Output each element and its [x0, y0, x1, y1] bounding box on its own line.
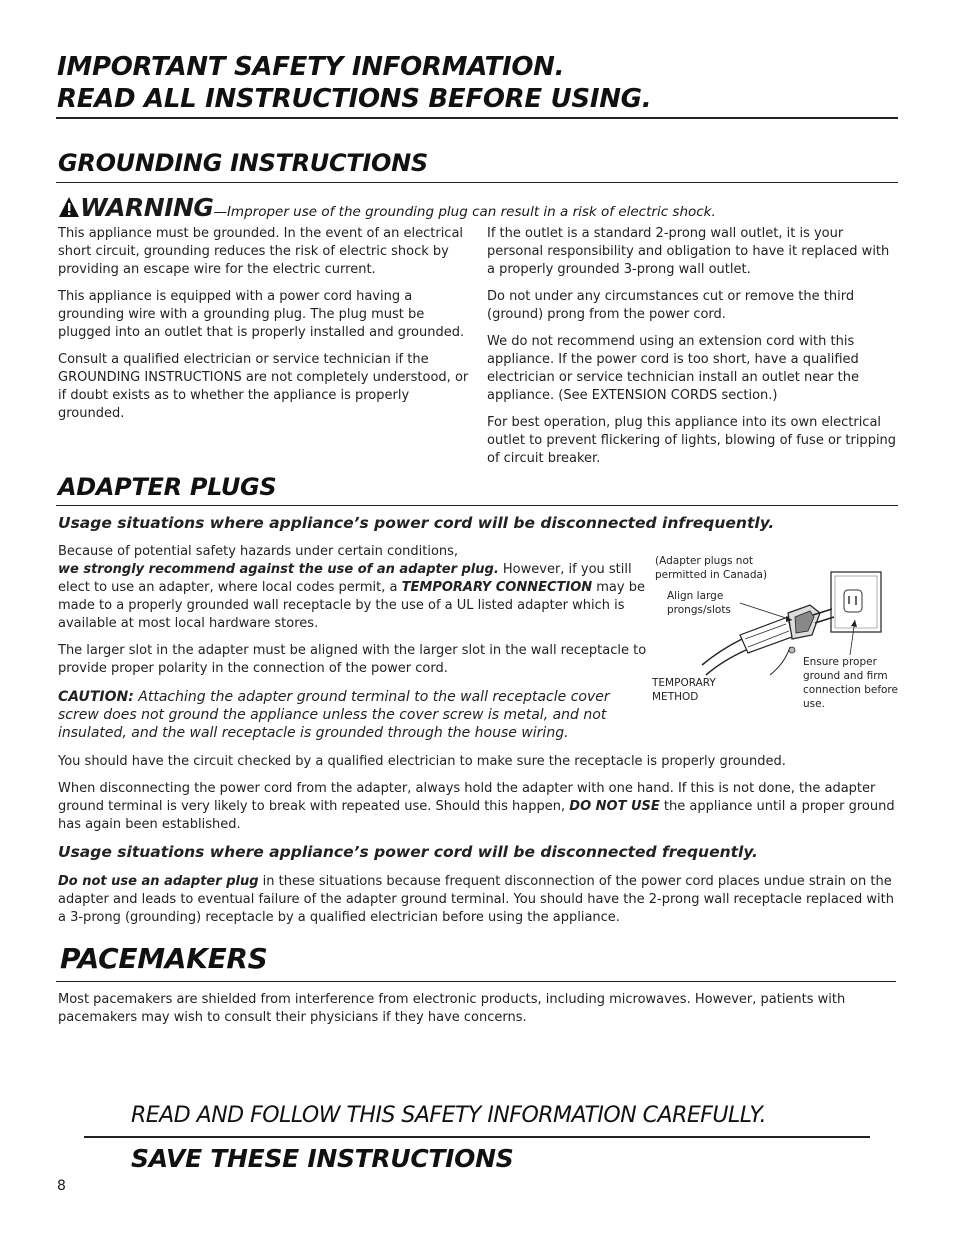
adapter-caution — [58, 688, 648, 742]
grounding-left-p3: Consult a qualified electrician or service technician if the GROUNDING INSTRUCTIONS are not completely understood, or if doubt exists as to whether the appliance is properly grounded. — [58, 352, 469, 421]
caution-text: Attaching the adapter ground terminal to the wall receptacle cover screw does not ground the appliance unless the cover screw is metal, and not insulated, and the wall receptacle is grounded through the house wiring. — [58, 689, 610, 741]
page-header-line1: IMPORTANT SAFETY INFORMATION. — [57, 52, 565, 82]
warning-text: —Improper use of the grounding plug can result in a risk of electric shock. — [213, 204, 716, 220]
adapter-p4 — [58, 780, 898, 834]
adapter-p1-c: However, if you still elect to use an adapter, where local codes permit, a — [58, 562, 632, 595]
footer-rule — [84, 1136, 870, 1138]
adapter-p1 — [58, 543, 648, 633]
grounding-rule — [56, 182, 898, 183]
adapter-p2: The larger slot in the adapter must be aligned with the larger slot in the wall receptacle to provide proper polarity in the connection of the power cord. — [58, 643, 647, 676]
grounding-right-p2: Do not under any circumstances cut or remove the third (ground) prong from the power cord. — [487, 289, 855, 322]
adapter-p4-b: DO NOT USE — [569, 799, 660, 814]
pacemakers-text: Most pacemakers are shielded from interference from electronic products, including microwaves. However, patients with pacemakers may wish to consult their physicians if they have concerns. — [58, 992, 846, 1025]
header-rule — [56, 117, 898, 119]
adapter-rule — [56, 505, 898, 506]
adapter-p1-b: we strongly recommend against the use of an adapter plug. — [58, 562, 499, 577]
warning-line — [58, 193, 716, 222]
grounding-title: GROUNDING INSTRUCTIONS — [58, 149, 428, 177]
pacemakers-rule — [56, 981, 896, 982]
page-header-line2: READ ALL INSTRUCTIONS BEFORE USING. — [57, 84, 652, 114]
adapter-p4-c: the appliance until a proper ground has again been established. — [58, 799, 895, 832]
figure-temporary-label: TEMPORARY METHOD — [652, 677, 716, 703]
grounding-left-p1: This appliance must be grounded. In the event of an electrical short circuit, grounding reduces the risk of electric shock by providing an escape wire for the electric current. — [58, 226, 464, 277]
warning-triangle-icon — [58, 196, 80, 218]
figure-ensure-label: Ensure proper ground and firm connection before use. — [803, 656, 898, 710]
caution-label: CAUTION: — [58, 689, 134, 705]
adapter-sub1: Usage situations where appliance’s power cord will be disconnected infrequently. — [58, 514, 775, 532]
grounding-right-p1: If the outlet is a standard 2-prong wall outlet, it is your personal responsibility and obligation to have it replaced with a properly grounded 3-prong wall outlet. — [487, 226, 890, 277]
figure-align-label: Align large prongs/slots — [667, 590, 731, 616]
adapter-title: ADAPTER PLUGS — [58, 473, 277, 501]
grounding-right-p3: We do not recommend using an extension cord with this appliance. If the power cord is too short, have a qualified electrician or service technician install an outlet near the appliance. (See EXTENSION CORDS section.) — [487, 334, 859, 403]
adapter-p5-b: in these situations because frequent disconnection of the power cord places undue strain on the adapter and leads to eventual failure of the adapter ground terminal. You should have the 2-prong wall receptacle replaced with a 3-prong (grounding) receptacle by a qualified electrician before using the appliance. — [58, 874, 894, 925]
page-number: 8 — [57, 1178, 66, 1194]
warning-word: WARNING — [80, 193, 214, 222]
adapter-p1-e: may be made to a properly grounded wall receptacle by the use of a UL listed adapter which is available at most local hardware stores. — [58, 580, 645, 631]
adapter-p5 — [58, 873, 898, 927]
footer-save: SAVE THESE INSTRUCTIONS — [131, 1144, 514, 1173]
grounding-right-p4: For best operation, plug this appliance into its own electrical outlet to prevent flickering of lights, blowing of fuse or tripping of circuit breaker. — [487, 415, 897, 466]
figure-note: (Adapter plugs not permitted in Canada) — [655, 555, 768, 581]
footer-read: READ AND FOLLOW THIS SAFETY INFORMATION CAREFULLY. — [131, 1103, 767, 1128]
adapter-p3: You should have the circuit checked by a qualified electrician to make sure the receptacle is properly grounded. — [58, 754, 786, 769]
grounding-left-p2: This appliance is equipped with a power cord having a grounding wire with a grounding plug. The plug must be plugged into an outlet that is properly installed and grounded. — [58, 289, 465, 340]
adapter-sub2: Usage situations where appliance’s power cord will be disconnected frequently. — [58, 843, 758, 861]
adapter-p5-a: Do not use an adapter plug — [58, 874, 259, 889]
adapter-plug-illustration — [700, 565, 890, 680]
adapter-p4-a: When disconnecting the power cord from the adapter, always hold the adapter with one hand. If this is not done, the adapter ground terminal is very likely to break with repeated use. Should this happen, — [58, 781, 876, 814]
adapter-p1-d: TEMPORARY CONNECTION — [401, 580, 593, 595]
pacemakers-title: PACEMAKERS — [60, 942, 268, 975]
adapter-p1-a: Because of potential safety hazards under certain conditions, — [58, 544, 459, 559]
